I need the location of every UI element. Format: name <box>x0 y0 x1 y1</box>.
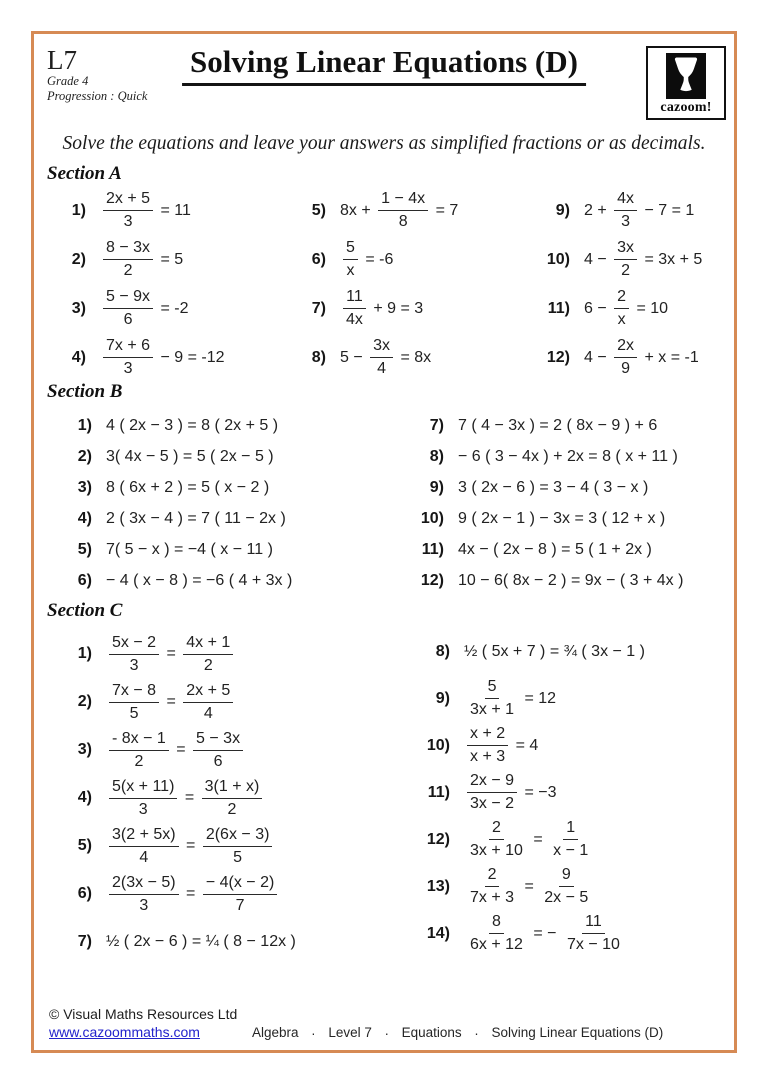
equation <box>340 190 458 231</box>
equation-text: + x = -1 <box>640 348 699 366</box>
fraction <box>378 190 428 231</box>
problem-row <box>400 410 683 441</box>
fraction <box>109 730 169 771</box>
problem-number: 14) <box>426 924 450 942</box>
problem-row <box>406 769 645 816</box>
equation-text: = 7 <box>431 201 459 219</box>
problem-number: 9) <box>435 689 450 707</box>
equation-text: = <box>181 837 200 854</box>
problem-number: 3) <box>77 478 92 496</box>
problem-number: 10) <box>546 250 570 268</box>
fraction-numerator: 2x − 9 <box>467 772 517 793</box>
equation-text: 8x + <box>340 201 376 219</box>
fraction-numerator: x + 2 <box>467 725 508 746</box>
equation <box>100 239 183 280</box>
fraction-denominator: 3 <box>129 656 139 674</box>
equation-text: 4 ( 2x − 3 ) = 8 ( 2x + 5 ) <box>106 416 279 434</box>
problem-row <box>406 675 645 722</box>
problem-row <box>48 726 296 774</box>
problem-number: 1) <box>71 201 86 219</box>
section-b-column-2 <box>400 410 683 596</box>
fraction-numerator: 7x + 6 <box>103 337 153 358</box>
problem-row <box>282 284 458 333</box>
equation <box>464 819 594 860</box>
fraction-denominator: x + 3 <box>470 748 506 765</box>
fraction-numerator: 2x <box>614 337 637 358</box>
problem-number: 8) <box>311 348 326 366</box>
problem-number: 9) <box>555 201 570 219</box>
equation <box>458 541 652 559</box>
problem-row <box>526 333 702 382</box>
problem-row <box>42 186 225 235</box>
instruction-text: Solve the equations and leave your answers as simplified fractions or as decimals. <box>62 133 706 154</box>
equation-text: = <box>181 885 200 902</box>
fraction-numerator: 4x <box>614 190 637 211</box>
equation-text: ½ ( 2x − 6 ) = ¼ ( 8 − 12x ) <box>106 933 296 950</box>
fraction-denominator: 4x <box>346 311 363 328</box>
fraction-denominator: x <box>346 262 355 279</box>
equation-text: 4x − ( 2x − 8 ) = 5 ( 1 + 2x ) <box>458 540 652 558</box>
fraction-numerator: 9 <box>559 866 574 887</box>
equation <box>106 933 296 951</box>
problem-number: 13) <box>426 877 450 895</box>
equation-text: 8 ( 6x + 2 ) = 5 ( x − 2 ) <box>106 478 270 496</box>
equation <box>458 572 683 590</box>
fraction-numerator: 5(x + 11) <box>109 778 177 799</box>
progression-label: Progression : Quick <box>47 88 148 103</box>
equation-text: = -6 <box>360 250 394 268</box>
equation <box>100 288 189 329</box>
equation-text: 9 ( 2x − 1 ) − 3x = 3 ( 12 + x ) <box>458 509 666 527</box>
problem-number: 4) <box>77 509 92 527</box>
problem-row <box>526 186 702 235</box>
fraction <box>109 874 179 915</box>
breadcrumb-separator: . <box>384 1023 389 1038</box>
equation-text: = 3x + 5 <box>640 250 703 268</box>
fraction-numerator: 11 <box>582 913 605 934</box>
fraction-numerator: 3x <box>614 239 637 260</box>
equation-text: = − <box>528 924 561 942</box>
equation-text: 3 ( 2x − 6 ) = 3 − 4 ( 3 − x ) <box>458 478 649 496</box>
equation <box>340 239 393 280</box>
fraction-denominator: 2 <box>123 262 133 279</box>
problem-row <box>48 870 296 918</box>
fraction-numerator: 8 <box>489 913 504 934</box>
breadcrumb-separator: . <box>474 1023 479 1038</box>
problem-number: 8) <box>429 447 444 465</box>
fraction-denominator: 2x − 5 <box>544 889 589 906</box>
problem-number: 6) <box>311 250 326 268</box>
equation-text: = 5 <box>156 250 184 268</box>
fraction-numerator: 2 <box>614 288 629 309</box>
fraction <box>202 778 263 819</box>
equation-text: − 9 = -12 <box>156 348 225 366</box>
problem-number: 1) <box>77 416 92 434</box>
equation <box>100 190 191 231</box>
problem-row <box>406 910 645 957</box>
breadcrumb-item: Equations <box>401 1025 462 1040</box>
problem-row <box>48 774 296 822</box>
equation <box>106 417 278 435</box>
equation <box>458 448 678 466</box>
grade-label: Grade 4 <box>47 74 89 89</box>
equation-text: − 4 ( x − 8 ) = −6 ( 4 + 3x ) <box>106 571 293 589</box>
problem-row <box>48 630 296 678</box>
equation <box>106 479 269 497</box>
fraction-numerator: 2(3x − 5) <box>109 874 179 895</box>
fraction-numerator: 1 <box>563 819 578 840</box>
fraction <box>541 866 591 907</box>
problem-row <box>48 472 292 503</box>
fraction-denominator: 9 <box>621 360 631 377</box>
djembe-drum-icon <box>673 55 699 98</box>
fraction-numerator: 3x <box>370 337 393 358</box>
problem-number: 12) <box>420 571 444 589</box>
fraction-numerator: 5 − 3x <box>193 730 243 751</box>
fraction-numerator: - 8x − 1 <box>109 730 169 751</box>
fraction-numerator: 5x − 2 <box>109 634 159 655</box>
fraction-denominator: 2 <box>621 262 631 279</box>
problem-number: 12) <box>546 348 570 366</box>
problem-number: 12) <box>426 830 450 848</box>
fraction-denominator: x <box>617 311 626 328</box>
fraction-numerator: − 4(x − 2) <box>203 874 277 895</box>
fraction-denominator: 6x + 12 <box>470 936 523 953</box>
problem-row <box>400 503 683 534</box>
fraction-denominator: 3x + 1 <box>470 701 515 718</box>
problem-row <box>526 284 702 333</box>
problem-row <box>48 441 292 472</box>
fraction-numerator: 7x − 8 <box>109 682 159 703</box>
fraction-denominator: 3x + 10 <box>470 842 523 859</box>
fraction <box>614 288 629 329</box>
fraction-denominator: 6 <box>213 752 223 770</box>
equation <box>106 778 265 819</box>
fraction <box>343 288 366 329</box>
fraction <box>109 826 179 867</box>
equation <box>458 479 648 497</box>
equation <box>464 725 538 766</box>
fraction-numerator: 3(2 + 5x) <box>109 826 179 847</box>
problem-row <box>406 722 645 769</box>
equation-text: = 4 <box>511 736 539 754</box>
equation <box>584 239 702 280</box>
fraction-numerator: 2(6x − 3) <box>203 826 273 847</box>
fraction-numerator: 2 <box>485 866 500 887</box>
problem-row <box>400 534 683 565</box>
equation <box>464 678 556 719</box>
equation-text: = <box>528 830 548 848</box>
problem-number: 11) <box>547 299 570 317</box>
equation <box>340 337 431 378</box>
problem-row <box>526 235 702 284</box>
equation-text: − 6 ( 3 − 4x ) + 2x = 8 ( x + 11 ) <box>458 447 678 465</box>
fraction-denominator: 6 <box>123 311 133 328</box>
equation <box>106 541 273 559</box>
logo-black-square <box>666 53 706 99</box>
problem-number: 5) <box>77 540 92 558</box>
problem-row <box>42 284 225 333</box>
fraction <box>343 239 358 280</box>
problem-row <box>406 816 645 863</box>
fraction-denominator: 3 <box>138 800 148 818</box>
fraction-denominator: 2 <box>227 800 237 818</box>
problem-number: 4) <box>77 789 92 806</box>
fraction-denominator: 3 <box>621 213 631 230</box>
fraction <box>467 772 517 813</box>
fraction <box>614 239 637 280</box>
problem-row <box>400 441 683 472</box>
section-c-label: Section C <box>47 600 123 621</box>
fraction-numerator: 3(1 + x) <box>202 778 263 799</box>
equation <box>106 634 236 675</box>
equation <box>464 866 594 907</box>
problem-row <box>48 410 292 441</box>
copyright-text: © Visual Maths Resources Ltd <box>49 1006 238 1022</box>
fraction <box>467 725 508 766</box>
problem-row <box>42 333 225 382</box>
problem-number: 7) <box>311 299 326 317</box>
fraction <box>370 337 393 378</box>
equation-text: + 9 = 3 <box>368 299 424 317</box>
equation <box>464 772 557 813</box>
fraction <box>109 778 177 819</box>
problem-row <box>48 678 296 726</box>
problem-number: 8) <box>435 642 450 660</box>
equation <box>340 288 423 329</box>
problem-number: 10) <box>426 736 450 754</box>
fraction <box>614 337 637 378</box>
fraction <box>193 730 243 771</box>
equation-text: 2 ( 3x − 4 ) = 7 ( 11 − 2x ) <box>106 509 286 527</box>
section-a-column-2 <box>282 186 458 382</box>
problem-number: 3) <box>77 741 92 758</box>
problem-number: 6) <box>77 885 92 902</box>
fraction <box>103 190 153 231</box>
equation <box>584 190 694 231</box>
problem-number: 11) <box>427 783 450 801</box>
problem-row <box>48 503 292 534</box>
level-code: L7 <box>47 45 77 75</box>
equation <box>106 448 274 466</box>
problem-number: 2) <box>77 693 92 710</box>
problem-number: 10) <box>420 509 444 527</box>
fraction-denominator: 4 <box>139 848 149 866</box>
fraction-numerator: 2x + 5 <box>103 190 153 211</box>
fraction <box>614 190 637 231</box>
fraction-denominator: 2 <box>134 752 144 770</box>
equation-text: = <box>171 741 191 758</box>
equation <box>106 510 286 528</box>
problem-row <box>282 333 458 382</box>
fraction-denominator: 5 <box>129 704 139 722</box>
level-block <box>47 46 147 103</box>
equation-text: = <box>162 645 181 662</box>
cazoom-logo <box>646 46 726 120</box>
fraction-numerator: 2 <box>489 819 504 840</box>
breadcrumb-item: Level 7 <box>328 1025 372 1040</box>
fraction-denominator: 8 <box>398 213 408 230</box>
problem-number: 5) <box>311 201 326 219</box>
equation-text: 3( 4x − 5 ) = 5 ( 2x − 5 ) <box>106 447 274 465</box>
equation <box>458 510 665 528</box>
equation-text: = 12 <box>520 689 557 707</box>
fraction-numerator: 4x + 1 <box>183 634 233 655</box>
problem-number: 4) <box>71 348 86 366</box>
problem-number: 2) <box>77 447 92 465</box>
equation <box>106 572 292 590</box>
fraction-denominator: 3 <box>123 360 133 377</box>
equation-text: 4 − <box>584 250 612 268</box>
problem-number: 9) <box>429 478 444 496</box>
equation-text: = 11 <box>156 201 191 219</box>
fraction <box>183 634 233 675</box>
problem-row <box>42 235 225 284</box>
problem-row <box>48 565 292 596</box>
fraction-numerator: 2x + 5 <box>183 682 233 703</box>
equation-text: = <box>162 693 181 710</box>
equation <box>106 730 246 771</box>
equation-text: = <box>520 877 539 895</box>
problem-row <box>282 235 458 284</box>
equation <box>106 874 280 915</box>
page-title: Solving Linear Equations (D) <box>182 44 586 86</box>
fraction <box>183 682 233 723</box>
fraction-denominator: 7x + 3 <box>470 889 515 906</box>
problem-number: 7) <box>429 416 444 434</box>
problem-row <box>48 534 292 565</box>
problem-row <box>406 628 645 675</box>
fraction <box>550 819 591 860</box>
section-a-column-3 <box>526 186 702 382</box>
section-a-label: Section A <box>47 163 122 184</box>
fraction-numerator: 5 <box>485 678 500 699</box>
problem-number: 7) <box>77 933 92 950</box>
equation-text: = -2 <box>156 299 189 317</box>
fraction <box>103 288 153 329</box>
fraction-denominator: 7x − 10 <box>566 936 620 953</box>
breadcrumb <box>252 1025 663 1040</box>
problem-row <box>48 918 296 966</box>
section-c-column-1 <box>48 630 296 966</box>
fraction-denominator: x − 1 <box>553 842 589 859</box>
equation <box>106 682 236 723</box>
section-b-column-1 <box>48 410 292 596</box>
equation-text: = −3 <box>520 783 557 801</box>
fraction-numerator: 5 − 9x <box>103 288 153 309</box>
equation-text: = 10 <box>632 299 669 317</box>
problem-number: 3) <box>71 299 86 317</box>
section-a-column-1 <box>42 186 225 382</box>
fraction-numerator: 1 − 4x <box>378 190 428 211</box>
equation <box>464 643 645 661</box>
fraction <box>203 826 273 867</box>
fraction-denominator: 4 <box>377 360 387 377</box>
fraction-numerator: 8 − 3x <box>103 239 153 260</box>
problem-row <box>406 863 645 910</box>
fraction <box>203 874 277 915</box>
problem-row <box>282 186 458 235</box>
equation-text: − 7 = 1 <box>640 201 695 219</box>
breadcrumb-item: Solving Linear Equations (D) <box>491 1025 664 1040</box>
problem-row <box>400 565 683 596</box>
equation-text: 6 − <box>584 299 612 317</box>
equation-text: = <box>180 789 199 806</box>
equation <box>100 337 225 378</box>
fraction-denominator: 7 <box>235 896 245 914</box>
equation-text: ½ ( 5x + 7 ) = ¾ ( 3x − 1 ) <box>464 642 645 660</box>
fraction-numerator: 11 <box>343 288 366 309</box>
fraction <box>564 913 623 954</box>
breadcrumb-item: Algebra <box>252 1025 299 1040</box>
fraction <box>103 239 153 280</box>
equation <box>106 826 275 867</box>
equation-text: 5 − <box>340 348 368 366</box>
equation-text: 4 − <box>584 348 612 366</box>
problem-number: 5) <box>77 837 92 854</box>
problem-number: 6) <box>77 571 92 589</box>
logo-text: cazoom! <box>660 100 712 115</box>
equation <box>584 288 668 329</box>
equation-text: = 8x <box>396 348 432 366</box>
fraction-denominator: 4 <box>203 704 213 722</box>
section-c-column-2 <box>406 628 645 957</box>
section-b-label: Section B <box>47 381 123 402</box>
equation-text: 7( 5 − x ) = −4 ( x − 11 ) <box>106 540 273 558</box>
equation-text: 10 − 6( 8x − 2 ) = 9x − ( 3 + 4x ) <box>458 571 684 589</box>
problem-row <box>400 472 683 503</box>
breadcrumb-separator: . <box>311 1023 316 1038</box>
fraction-denominator: 5 <box>233 848 243 866</box>
equation <box>584 337 699 378</box>
fraction <box>103 337 153 378</box>
fraction <box>109 634 159 675</box>
problem-number: 1) <box>77 645 92 662</box>
equation <box>464 913 626 954</box>
fraction-denominator: 3x − 2 <box>470 795 515 812</box>
fraction <box>109 682 159 723</box>
fraction <box>467 866 517 907</box>
fraction-denominator: 3 <box>123 213 133 230</box>
equation <box>458 417 657 435</box>
fraction-numerator: 5 <box>343 239 358 260</box>
fraction <box>467 819 526 860</box>
problem-number: 2) <box>71 250 86 268</box>
equation-text: 2 + <box>584 201 612 219</box>
fraction <box>467 678 517 719</box>
problem-row <box>48 822 296 870</box>
fraction-denominator: 3 <box>139 896 149 914</box>
fraction <box>467 913 526 954</box>
fraction-denominator: 2 <box>203 656 213 674</box>
website-link[interactable]: www.cazoommaths.com <box>49 1024 200 1040</box>
problem-number: 11) <box>421 540 444 558</box>
equation-text: 7 ( 4 − 3x ) = 2 ( 8x − 9 ) + 6 <box>458 416 658 434</box>
